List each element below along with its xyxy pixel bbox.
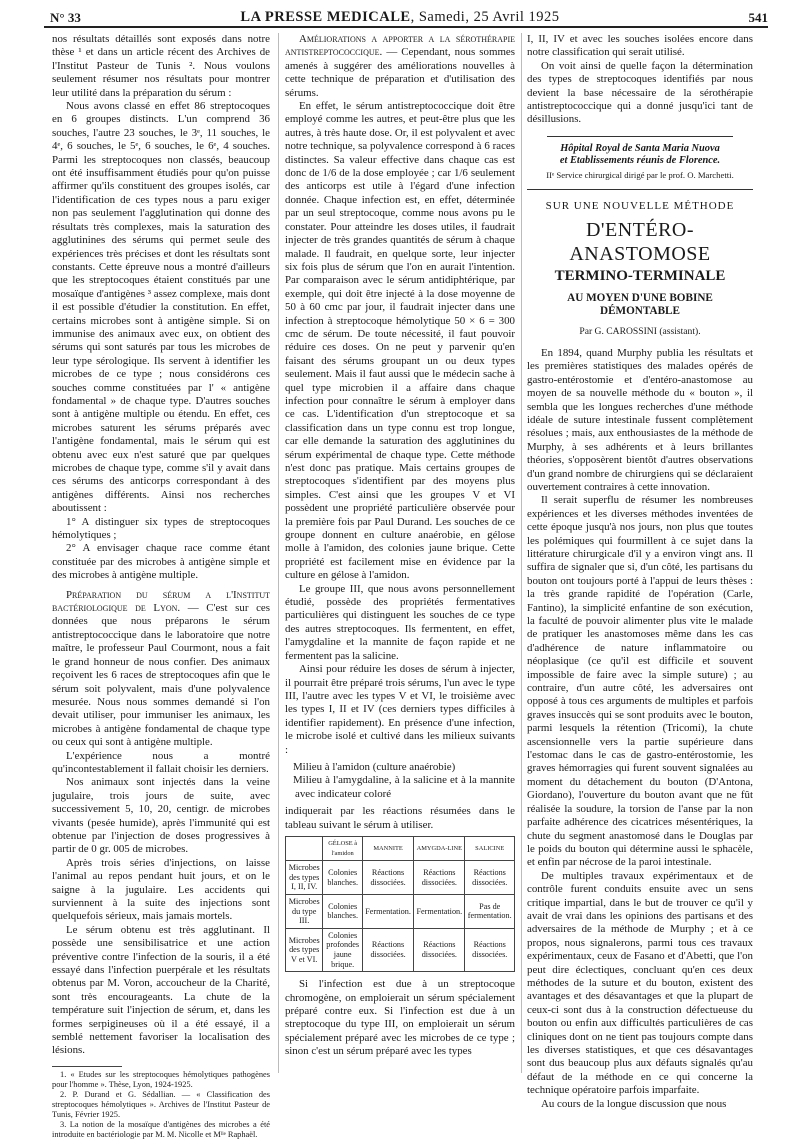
table-cell: Fermentation. bbox=[414, 894, 465, 928]
section-divider bbox=[547, 136, 733, 137]
column-3 bbox=[527, 33, 753, 1110]
article-kicker: SUR UNE NOUVELLE MÉTHODE bbox=[545, 200, 735, 213]
column-2 bbox=[285, 33, 515, 1073]
medium-item: Milieu à l'amygdaline, à la salicine et à la mannite avec indicateur coloré bbox=[293, 774, 515, 800]
paragraph: I, II, IV et avec les souches isolées encore dans notre classification qui serait utilisé. bbox=[527, 33, 753, 59]
table-cell: Pas de fermentation. bbox=[465, 894, 515, 928]
list-item: 2° A envisager chaque race comme étant constituée par des microbes à antigène simple et des microbes à antigène multiple. bbox=[52, 542, 270, 582]
section-paragraph: Améliorations a apporter a la sérothérapie antistreptococcique. — Cependant, nous sommes amenés à suggérer des améliorations nouvelles à cette technique de préparation et d'utilisation des sérums. bbox=[285, 33, 515, 99]
table-cell: Microbes des types V et VI. bbox=[286, 928, 323, 971]
table-header-cell: SALICINE bbox=[465, 836, 515, 860]
section-paragraph: Préparation du sérum a l'Institut bactériologique de Lyon. — C'est sur ces données que nous préparons le sérum antistreptococcique dans le laboratoire que notre maître, le professeur Paul Courmont, nous a fait le grand honneur de nous confier. Des animaux reçoivent les 6 races de streptocoques afin que le sérum soit polyvalent, mais d'une polyvalence mesurée. Nous nous sommes demandé si l'on devait utiliser, pour immuniser les animaux, les microbes à antigène fondamental de chaque type ou ceux qui sont à antigène multiple. bbox=[52, 588, 270, 749]
table-header-row bbox=[286, 836, 515, 860]
paragraph: De multiples travaux expérimentaux et de contrôle furent conduits ensuite avec un sens critique impartial, dans le but de trouver ce qu'il y avait de vrai dans les opinions des partisans et des adversaires de la méthode de Murphy ; et à ce propos, nous signalerons, parmi tous ces travaux expérimentaux, ceux de Fasano et d'Abetti, que l'on peut dire éclectiques, concluant qu'en ces deux méthodes de la suture et du bouton, existent des avantages et des désavantages et que la plupart de ceux-ci sont dus à la construction défectueuse du bouton ou enfin aux difficultés particulières de cas cliniques dont on ne tient pas toujours compte dans les diverses statistiques, et que ces désavantages sont dus beaucoup plus aux défauts signalés qu'au défaut de la méthode en ce qui concerne la technique opératoire parfois imparfaite. bbox=[527, 869, 753, 1097]
reaction-table bbox=[285, 836, 515, 972]
paragraph: Si l'infection est due à un streptocoque chromogène, on emploierait un sérum spécialement préparé contre eux. Si l'infection est due à un streptocoque du type III, on emploierait un sérum spécialement préparé avec les microbes de ce type ; sinon c'est un sérum préparé avec les types bbox=[285, 978, 515, 1058]
paragraph: En 1894, quand Murphy publia les résultats et les premières statistiques des malades opérés de gastro-entérostomie et d'entéro-anastomose au moyen de sa nouvelle méthode du « bouton », il sembla que les longues recherches d'une méthode idéale de suture intestinale fussent complètement résolues ; mais, aux enthousiastes de la méthode de Murphy, à ses adhérents et à leurs brillantes théories, s'opposèrent bientôt d'autres observations d'un grand nombre de chirurgiens qui se déclaraient ouvertement contraires à cette innovation. bbox=[527, 346, 753, 493]
section-heading: Améliorations a apporter a la sérothérapie antistreptococcique. bbox=[285, 33, 515, 59]
paragraph: En effet, le sérum antistreptococcique doit être employé comme les autres, et peut-être plus que les autres, à très haute dose. Or, il est polyvalent et avec notre technique, sa polyvalence correspond à 6 races distinctes. Sa valeur effective dans chaque cas est donc de 1/6 de la dose employée ; car 1/6 seulement des anticorps est utile à l'égard d'une infection donnée. Chaque infection est, en effet, déterminée par un seul streptocoque, comme nous avons pu le constater. Pour atteindre les doses utiles, il faudrait injecter de très grandes quantités de sérum à chaque malade. Il faudrait, en quelque sorte, leur injecter six fois plus de sérum que l'on en aurait l'intention. Par comparaison avec le sérum antidiphtérique, par exemple, qui doit être injecté à la dose moyenne de 50 à 60 cmc par jour, il faudrait injecter dans une infection à streptocoque hémolytique 50 × 6 = 300 cmc de sérum. De toute nécessité, il faut pouvoir réduire ces doses. On ne peut y parvenir qu'en faisant des sérums groupant un ou deux types seulement. Mais il faut aussi que le médecin sache à quel type microbien il a affaire dans chaque infection pour connaître le sérum à employer dans ce cas. L'identification d'un streptocoque et sa classification dans un type connu est trop longue, car elle demande la saturation des agglutinines du sérum expérimental de chaque type. Cette méthode n'est donc pas pratique. Mais certains groupes de streptocoques s'identifient par des moyens plus simples. C'est ainsi que les groupes V et VI possèdent une propriété particulière observée pour la première fois par Paul Durand. Les souches de ce groupe donnent en culture anaérobie, en gélose molle à l'amidon, des colonies jaune brique. Cette propriété est facilement mise en évidence par la culture en gélose à l'amidon. bbox=[285, 100, 515, 582]
article-title: D'ENTÉRO-ANASTOMOSE bbox=[569, 218, 711, 265]
section-heading: Préparation du sérum a l'Institut bactériologique de Lyon. bbox=[52, 588, 270, 615]
paragraph: Nous avons classé en effet 86 streptocoques en 6 groupes distincts. L'un comprend 36 souches, l'autre 23 souches, le 3ᵉ, 11 souches, le 4ᵉ, 6 souches, le 5ᵉ, 6 souches, le 6ᵉ, 4 souches. Parmi les streptocoques non classés, beaucoup ont été insuffisamment étudiés pour qu'on puisse affirmer qu'ils constituent des groupes isolés, car l'identification de ces types nous a paru exiger non pas seulement l'agglutination qui donne des résultats très complexes, mais la saturation des agglutinines des sérums qui permet seule des expériences très précises et dont les résultats sont constants. Cette épreuve nous a montré d'ailleurs que les streptocoques étaient constitués par une mosaïque d'antigènes ³ assez complexe, mais dont il est possible d'étudier la constitution. En effet, certains microbes sont à antigène simple. Si on immunise des animaux avec eux, on obtient des sérums qui sont saturés par tous les microbes de leur type sérologique. Ils servent à identifier les microbes de ce type ; nous considérons ces souches comme constituées par l' « antigène fondamental » de chaque type. D'autres souches sont à antigène multiple ou étendu. En effet, ces microbes saturent les sérums préparés avec l'antigène fondamental, mais le sérum qui est obtenu avec eux n'est saturé que par quelques microbes de chaque type, comme s'il y avait dans ces sérums des anticorps correspondant à des antigènes différents. Ainsi nos recherches aboutissent : bbox=[52, 100, 270, 515]
column-divider-1 bbox=[278, 33, 279, 1073]
hospital-name-2: et Etablissements réunis de Florence. bbox=[559, 154, 721, 166]
paragraph: nos résultats détaillés sont exposés dans notre thèse ¹ et dans un article récent des Archives de l'Institut Pasteur de Tunis ². Nous voulons seulement résumer nos résultats pour montrer leur utilité dans la préparation du sérum : bbox=[52, 33, 270, 99]
column-divider-2 bbox=[521, 33, 522, 1073]
footnote: 1. « Etudes sur les streptocoques hémolytiques pathogènes pour l'homme ». Thèse, Lyon, 1924-1925. bbox=[52, 1069, 270, 1089]
issue-number: N° 33 bbox=[50, 10, 81, 25]
table-header-cell: MANNITE bbox=[362, 836, 413, 860]
hospital-name: Hôpital Royal de Santa Maria Nuova bbox=[560, 142, 720, 154]
journal-title-line bbox=[22, 9, 778, 26]
table-cell: Réactions dissociées. bbox=[465, 928, 515, 971]
table-row bbox=[286, 861, 515, 895]
paragraph: On voit ainsi de quelle façon la détermination des types de streptocoques identifiés par nous devient la base nécessaire de la sérothérapie antistreptococcique qui a donné jusqu'ici tant de désillusions. bbox=[527, 59, 753, 126]
article-title-2: TERMINO-TERMINALE bbox=[554, 267, 726, 284]
paragraph: Après trois séries d'injections, on laisse l'animal au repos pendant huit jours, et on le saigne à la jugulaire. Les accidents qui surviennent à la suite des injections sont quelquefois sérieux, mais jamais mortels. bbox=[52, 856, 270, 923]
table-header-cell bbox=[286, 836, 323, 860]
table-cell: Réactions dissociées. bbox=[362, 928, 413, 971]
paragraph: Le sérum obtenu est très agglutinant. Il possède une sensibilisatrice et une action préventive contre l'infection de la souris, il a été essayé dans l'infection puerpérale et les résultats obtenus par M. Voron, accoucheur de la Charité, sont très encourageants. La chute de la température suit l'injection de sérum, et, dans les formes serpigineuses où il a été essayé, il a semblé nettement favoriser la localisation des lésions. bbox=[52, 923, 270, 1057]
table-cell: Microbes du type III. bbox=[286, 894, 323, 928]
table-cell: Colonies blanches. bbox=[323, 861, 363, 895]
footnote: 3. La notion de la mosaïque d'antigènes des microbes a été introduite en bactériologie par M. M. Nicolle et Mˡˡᵉ Raphaël. bbox=[52, 1119, 270, 1139]
table-cell: Fermentation. bbox=[362, 894, 413, 928]
paragraph: indiquerait par les réactions résumées dans le tableau suivant le sérum à utiliser. bbox=[285, 805, 515, 831]
table-cell: Colonies profondes jaune brique. bbox=[323, 928, 363, 971]
table-cell: Microbes des types I, II, IV. bbox=[286, 861, 323, 895]
paragraph: Nos animaux sont injectés dans la veine jugulaire, trois jours de suite, avec successivement 5, 10, 20, centigr. de microbes vivants (pesée humide), après l'immunité qui est obtenue par l'injection de doses progressives à partir de 0 gr. 005 de microbes. bbox=[52, 776, 270, 856]
paragraph: Il serait superflu de résumer les nombreuses expériences et les diverses méthodes inventées de cette époque jusqu'à nos jours, non plus que toutes les polémiques qui fourmillent à ce sujet dans la littérature chirurgicale d'il y a environ vingt ans. Il suffira de signaler que si, d'un côté, les partisans du bouton ont toujours porté à l'appui de leurs thèses : la très grande rapidité de l'opération (Carle, Fantino), la simplicité enfantine de son exécution, la faculté de pouvoir alimenter plus vite le malade de pratiquer les anastomoses même dans les cas d'adhérence de nature inflammatoire ou néoplasique (ce qu'il est difficile et souvent impossible de faire avec la simple suture) ; au contraire, d'un autre côté, les adversaires ont opposé à tous ces arguments de multiples et parfois graves insuccès qui se sont produits avec le bouton, parmi lesquels la rétention (Tricomi), la chute ascensionnelle vers la partie supérieure dans l'estomac dans le cas de gastro-entérostomie, les graves hémorragies qui furent souvent signalées au moment du détachement du bouton (D'Antona, Giordano), l'ouverture du bouton avant que ne fût réalisée la soudure, la torsion de l'anse par la non parfaite adhérence des cicatrices mésentériques, la chute du segment anastomosé dans le Douglas par le poids du bouton qui détermine aussi le sphacèle, et enfin par nécrose de la paroi intestinale. bbox=[527, 494, 753, 869]
paragraph: Ainsi pour réduire les doses de sérum à injecter, il pourrait être préparé trois sérums, l'un avec le type III, l'autre avec les types V et VI, le troisième avec les types I, II et IV (ces derniers types difficiles à identifier rapidement). En présence d'une infection, le microbe isolé et cultivé dans les milieux suivants : bbox=[285, 663, 515, 756]
paragraph: Au cours de la longue discussion que nous bbox=[541, 1097, 727, 1110]
article-subtitle: AU MOYEN D'UNE BOBINE DÉMONTABLE bbox=[567, 291, 713, 318]
paragraph: Le groupe III, que nous avons personnellement étudié, possède des propriétés fermentatives particulières qui distinguent les souches de ce type des autres streptocoques. Ils fermentent, en effet, l'amygdaline et la mannite de façon rapide et ne fermentent pas la salicine. bbox=[285, 582, 515, 662]
table-cell: Réactions dissociées. bbox=[414, 928, 465, 971]
section-divider bbox=[527, 189, 753, 190]
page-number: 541 bbox=[748, 10, 768, 25]
medium-item: Milieu à l'amidon (culture anaérobie) bbox=[293, 760, 456, 773]
table-row bbox=[286, 894, 515, 928]
table-cell: Réactions dissociées. bbox=[362, 861, 413, 895]
service-line: IIᵉ Service chirurgical dirigé par le prof. O. Marchetti. bbox=[546, 169, 734, 180]
table-cell: Réactions dissociées. bbox=[414, 861, 465, 895]
table-cell: Colonies blanches. bbox=[323, 894, 363, 928]
footnote: 2. P. Durand et G. Sédallian. — « Classification des streptocoques hémolytiques ». Archives de l'Institut Pasteur de Tunis, Février 1925. bbox=[52, 1089, 270, 1119]
table-row bbox=[286, 928, 515, 971]
footnote-rule bbox=[52, 1066, 122, 1067]
table-header-cell: GÉLOSE à l'amidon bbox=[323, 836, 363, 860]
issue-date: , Samedi, 25 Avril 1925 bbox=[410, 9, 560, 25]
header-rule bbox=[44, 26, 768, 28]
journal-title: LA PRESSE MEDICALE bbox=[240, 9, 411, 25]
table-header-cell: AMYGDA-LINE bbox=[414, 836, 465, 860]
article-author: Par G. CAROSSINI (assistant). bbox=[579, 326, 701, 338]
paragraph: L'expérience nous a montré qu'incontestablement il fallait choisir les derniers. bbox=[52, 749, 270, 775]
list-item: 1° A distinguer six types de streptocoques hémolytiques ; bbox=[52, 515, 270, 542]
table-cell: Réactions dissociées. bbox=[465, 861, 515, 895]
column-1 bbox=[52, 33, 270, 1139]
